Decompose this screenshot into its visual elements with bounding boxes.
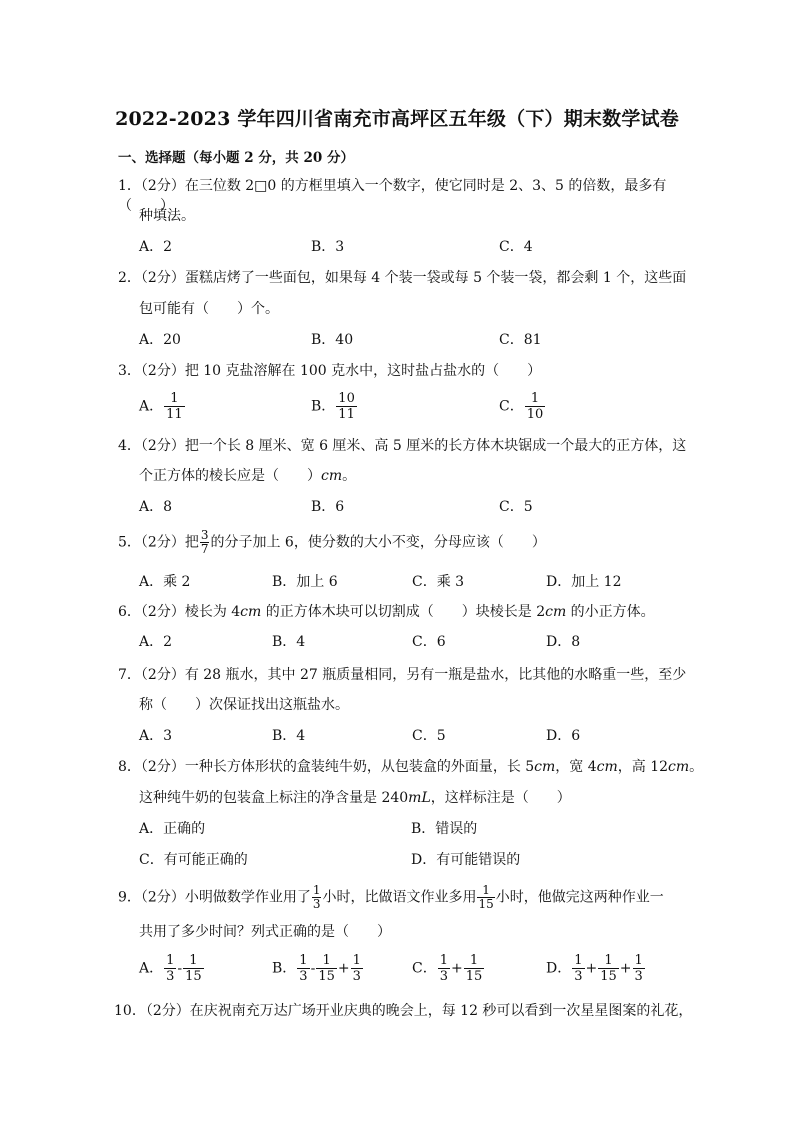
denominator: 7 <box>200 542 209 556</box>
denominator: 15 <box>478 897 494 911</box>
question-3-text: 3．（2分）把 10 克盐溶解在 100 克水中，这时盐占盐水的（ ） <box>118 363 542 379</box>
question-4-text: 4．（2分）把一个长 8 厘米、宽 6 厘米、高 5 厘米的长方体木块锯成一个最大的正方体，这 <box>118 438 687 454</box>
question-2-text: 2．（2分）蛋糕店烤了一些面包，如果每 4 个装一袋或每 5 个装一袋，都会剩 1 个，这些面 <box>118 270 687 286</box>
numerator: 1 <box>352 953 361 968</box>
q8-unit: mL <box>408 790 431 806</box>
fraction <box>633 953 645 984</box>
numerator: 1 <box>634 953 643 968</box>
q3-option-a <box>139 391 186 422</box>
q8-text-part: 8．（2分）一种长方体形状的盒装纯牛奶，从包装盒的外面量，长 5 <box>118 759 535 775</box>
fraction <box>316 953 337 984</box>
denominator: 15 <box>465 969 483 984</box>
q1-option-b: B．3 <box>311 239 345 255</box>
q2-option-b: B．40 <box>311 332 354 348</box>
q1-option-a: A．2 <box>139 239 173 255</box>
q8-text-part: ，这样标注是（ ） <box>430 790 571 806</box>
q4-option-c: C．5 <box>499 499 533 515</box>
numerator: 1 <box>574 953 583 968</box>
fraction <box>598 953 619 984</box>
question-1-text-cont: 种填法。 <box>139 208 195 224</box>
numerator: 1 <box>299 953 308 968</box>
q7-option-a: A．3 <box>139 728 173 744</box>
q2-option-a: A．20 <box>139 332 181 348</box>
q3-option-c-label: C． <box>499 398 524 415</box>
q8-text-part: 。 <box>689 759 704 775</box>
q3-option-b <box>311 391 358 422</box>
numerator: 1 <box>604 953 613 968</box>
q9-option-b <box>272 953 364 984</box>
question-2-text-cont: 包可能有（ ）个。 <box>139 301 279 317</box>
operator: + <box>451 960 463 977</box>
denominator: 11 <box>166 407 183 422</box>
question-9-text <box>118 884 718 911</box>
q8-option-a: A．正确的 <box>139 821 206 837</box>
q9-option-label: D． <box>546 960 572 977</box>
q7-option-c: C．5 <box>412 728 446 744</box>
question-7-text-cont: 称（ ）次保证找出这瓶盐水。 <box>139 697 349 713</box>
numerator: 3 <box>200 528 209 542</box>
numerator: 1 <box>166 953 175 968</box>
q4-unit: cm <box>321 468 343 484</box>
denominator: 15 <box>185 969 202 984</box>
q1-option-c: C．4 <box>499 239 533 255</box>
question-6-text <box>118 602 698 622</box>
q9-text-part: 小时，他做完这两种作业一 <box>495 889 664 906</box>
q8-unit: cm <box>534 759 556 775</box>
question-4-text-cont <box>139 466 699 486</box>
q5-text-part: 5．（2分）把 <box>118 534 199 551</box>
q6-text-part: 6．（2分）棱长为 4 <box>118 604 241 620</box>
denominator: 3 <box>439 969 448 984</box>
q9-option-a <box>139 953 205 984</box>
q9-text-part: 9．（2分）小明做数学作业用了 <box>118 889 311 906</box>
q4-option-a: A．8 <box>139 499 173 515</box>
numerator: 1 <box>469 953 479 968</box>
fraction <box>438 953 450 984</box>
numerator: 1 <box>530 391 540 406</box>
q8-option-c: C．有可能正确的 <box>139 852 248 868</box>
q8-unit: cm <box>668 759 690 775</box>
q3-option-b-label: B． <box>311 398 336 415</box>
denominator: 3 <box>299 969 308 984</box>
q9-option-c <box>412 953 485 984</box>
q5-text-part: 的分子加上 6，使分数的大小不变，分母应该（ ） <box>210 534 546 551</box>
numerator: 1 <box>312 883 321 897</box>
q8-text-part: 这种纯牛奶的包装盒上标注的净含量是 240 <box>139 790 409 806</box>
operator: + <box>337 960 350 977</box>
q9-option-label: C． <box>412 960 437 977</box>
question-7-text: 7．（2分）有 28 瓶水，其中 27 瓶质量相同，另有一瓶是盐水，比其他的水略重一些，至少 <box>118 667 687 683</box>
q7-option-d: D．6 <box>546 728 581 744</box>
q6-option-d: D．8 <box>546 634 581 650</box>
numerator: 1 <box>482 883 490 897</box>
q2-option-c: C．81 <box>499 332 542 348</box>
denominator: 3 <box>166 969 175 984</box>
numerator: 10 <box>338 391 355 406</box>
q8-text-part: ，高 12 <box>617 759 669 775</box>
numerator: 1 <box>170 391 179 406</box>
question-10-text: 10．（2分）在庆祝南充万达广场开业庆典的晚会上，每 12 秒可以看到一次星星图案的礼花， <box>114 1003 693 1019</box>
fraction <box>164 953 176 984</box>
denominator: 3 <box>352 969 361 984</box>
q5-option-b: B．加上 6 <box>272 574 338 590</box>
operator: + <box>619 960 632 977</box>
section-heading: 一、选择题（每小题 2 分，共 20 分） <box>118 150 354 166</box>
q8-option-b: B．错误的 <box>411 821 478 837</box>
q5-fraction <box>200 529 210 556</box>
q6-unit: cm <box>545 604 567 620</box>
q8-text-part: ，宽 4 <box>555 759 597 775</box>
q6-option-b: B．4 <box>272 634 306 650</box>
question-8-text-cont <box>139 788 699 808</box>
question-8-text <box>118 757 718 777</box>
question-9-text-cont: 共用了多少时间？列式正确的是（ ） <box>139 924 391 940</box>
denominator: 15 <box>600 969 617 984</box>
denominator: 11 <box>338 407 355 422</box>
q4-text-part: 。 <box>342 468 357 484</box>
fraction <box>297 953 309 984</box>
q3-option-a-fraction <box>164 391 185 422</box>
q9-option-label: B． <box>272 960 297 977</box>
q9-fraction-2 <box>477 884 494 911</box>
q3-option-c <box>499 391 546 422</box>
q9-text-part: 小时，比做语文作业多用 <box>322 889 477 906</box>
q9-option-label: A． <box>139 960 164 977</box>
fraction <box>183 953 204 984</box>
q3-option-c-fraction <box>525 391 546 422</box>
operator: - <box>310 960 316 977</box>
q5-option-c: C．乘 3 <box>412 574 465 590</box>
question-1-text: 1．（2分）在三位数 2□0 的方框里填入一个数字，使它同时是 2、3、5 的倍数，最多有（ ） <box>118 178 667 214</box>
q5-option-a: A．乘 2 <box>139 574 191 590</box>
numerator: 1 <box>322 953 331 968</box>
q9-option-d <box>546 953 646 984</box>
q6-option-a: A．2 <box>139 634 173 650</box>
question-5-text <box>118 529 698 556</box>
q6-text-part: 的正方体木块可以切割成（ ）块棱长是 2 <box>261 604 546 620</box>
fraction <box>351 953 363 984</box>
q3-option-a-label: A． <box>139 398 164 415</box>
q6-text-part: 的小正方体。 <box>566 604 655 620</box>
fraction <box>464 953 485 984</box>
numerator: 1 <box>439 953 448 968</box>
q6-unit: cm <box>240 604 262 620</box>
operator: + <box>585 960 598 977</box>
q4-text-part: 个正方体的棱长应是（ ） <box>139 468 321 484</box>
denominator: 10 <box>526 407 544 422</box>
q9-fraction-1 <box>312 884 322 911</box>
q5-option-d: D．加上 12 <box>546 574 622 590</box>
q8-option-d: D．有可能错误的 <box>411 852 521 868</box>
q3-option-b-fraction <box>336 391 357 422</box>
q4-option-b: B．6 <box>311 499 345 515</box>
denominator: 3 <box>634 969 643 984</box>
denominator: 15 <box>318 969 335 984</box>
q7-option-b: B．4 <box>272 728 306 744</box>
q6-option-c: C．6 <box>412 634 446 650</box>
numerator: 1 <box>189 953 198 968</box>
fraction <box>572 953 584 984</box>
q8-unit: cm <box>596 759 618 775</box>
denominator: 3 <box>574 969 583 984</box>
page-title: 2022-2023 学年四川省南充市高坪区五年级（下）期末数学试卷 <box>115 108 679 130</box>
denominator: 3 <box>312 897 321 911</box>
operator: - <box>177 960 183 977</box>
